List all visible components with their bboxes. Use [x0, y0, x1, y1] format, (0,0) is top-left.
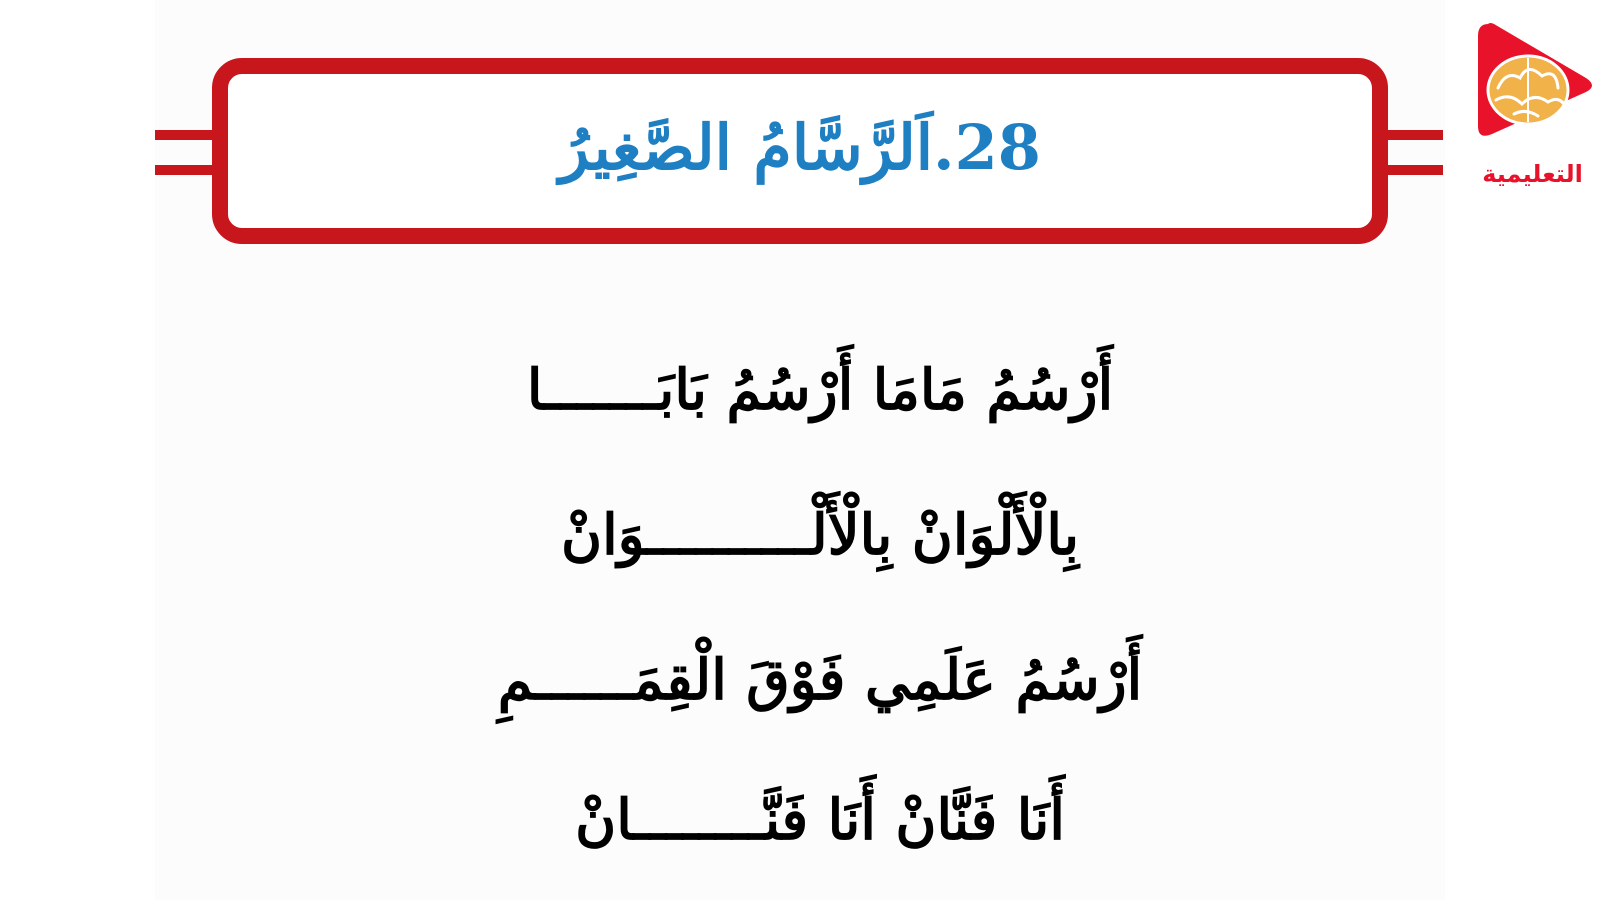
poem-line-2: بِالْأَلْوَانْ بِالْأَلْــــــــــوَانْ — [560, 502, 1080, 568]
right-decorative-bars — [1388, 130, 1443, 175]
bar — [1388, 130, 1443, 140]
poem-line-4: أَنَا فَنَّانْ أَنَا فَنَّــــــــانْ — [575, 787, 1065, 853]
channel-logo — [1470, 18, 1595, 198]
page-title: 28.اَلرَّسَّامُ الصَّغِيرُ — [559, 111, 1041, 184]
bar — [155, 165, 215, 175]
bar — [155, 130, 215, 140]
poem-line-3: أَرْسُمُ عَلَمِي فَوْقَ الْقِمَــــــمِ — [497, 647, 1143, 713]
logo-text: التعليمية — [1482, 160, 1583, 188]
brain-play-icon — [1470, 18, 1595, 158]
poem-line-1: أَرْسُمُ مَامَا أَرْسُمُ بَابَـــــــا — [526, 357, 1114, 423]
bar — [1388, 165, 1443, 175]
left-decorative-bars — [155, 130, 215, 175]
